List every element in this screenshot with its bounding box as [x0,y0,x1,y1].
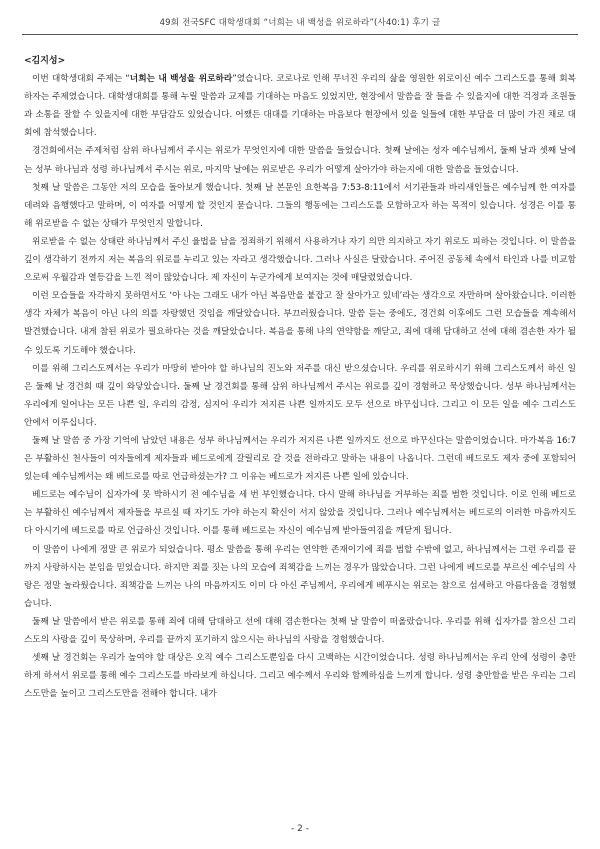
header-divider [22,34,578,35]
theme-title: 너희는 내 백성을 위로하라 [129,74,233,85]
author-name: <김지성> [24,56,66,66]
paragraph: 베드로는 예수님이 십자가에 못 박하시기 전 예수님을 세 번 부인했습니다. 다시 말해 하나님을 거부하는 죄를 범한 것입니다. 이로 인해 베드로는 부활하신 예수님께서 제자들을 부르실 때 자기도 가야 하는지 확신이 서지 않았을 것입니다. 그러나 예수님께서는 베드로의 이러한 마음까지도 다 아시기에 베드로를 따로 언급하신 것입니다. 이를 통해 베드로는 자신이 예수님께 받아들여짐을 깨닫게 됩니다. [24,490,576,537]
paragraph [24,70,576,142]
page-header [0,16,600,28]
paragraph: 둘째 날 말씀에서 받은 위로를 통해 죄에 대해 담대하고 선에 대해 겸손한다는 첫째 날 말씀이 떠올랐습니다. 우리를 위해 십자가를 참으신 그리스도의 사랑을 깊이 묵상하며, 우리를 끝까지 포기하지 않으시는 하나님의 사랑을 경험했습니다. [24,616,576,645]
paragraph: 셋째 날 경건회는 우리가 높여야 할 대상은 오직 예수 그리스도뿐임을 다시 고백하는 시간이었습니다. 성령 하나님께서는 우리 안에 성령이 충만하게 하셔서 위로를 통해 예수 그리스도를 바라보게 하십니다. 그리고 예수께서 우리와 함께하심을 느끼게 합니다. 성령 충만함을 받은 우리는 그리스도만을 높이고 그리스도만을 전해야 합니다. 내가 [24,653,576,700]
page-header-title: 49회 전국SFC 대학생대회 “너희는 내 백성을 위로하라”(사40:1) 후기 글 [159,18,441,28]
paragraph: 둘째 날 말씀 중 가장 기억에 남았던 내용은 성부 하나님께서는 우리가 저지른 나쁜 일까지도 선으로 바꾸신다는 말씀이었습니다. 마가복음 16:7은 부활하신 천사들이 여자들에게 제자들과 베드로에게 갈릴리로 갈 것을 전하라고 말하는 내용이 나옵니다. 그런데 베드로도 제자 중에 포함되어 있는데 예수님께서는 왜 베드로를 따로 언급하셨는가? 그 이유는 베드로가 저지른 나쁜 일에 있습니다. [24,435,576,483]
paragraph: 첫째 날 말씀은 그동안 저의 모습을 돌아보게 했습니다. 첫째 날 본문인 요한복음 7:53-8:11에서 서기관들과 바리새인들은 예수님께 한 여자를 데려와 음행했다고 말하며, 이 여자를 어떻게 할 것인지 묻습니다. 그들의 행동에는 그리스도를 모함하고자 하는 목적이 있습니다. 성경은 이를 통해 위로받을 수 없는 상태가 무엇인지 말합니다. [24,182,576,229]
paragraph: 이런 모습들을 자각하지 못하면서도 ‘아 나는 그래도 내가 아닌 복음만을 붙잡고 잘 살아가고 있네’라는 생각으로 자만하며 살아왔습니다. 이러한 생각 자체가 복음이 아닌 나의 의를 자랑했던 것임을 깨달았습니다. 부끄러웠습니다. 말씀 듣는 중에도, 경건회 이후에도 그런 모습들을 계속해서 발견했습니다. 내게 참된 위로가 필요하다는 것을 깨달았습니다. 복음을 통해 나의 연약함을 깨닫고, 죄에 대해 담대하고 선에 대해 겸손한 자가 될 수 있도록 기도해야 했습니다. [24,291,576,356]
paragraph-text: ”였습니다. 코로나로 인해 무너진 우리의 삶을 영원한 위로이신 예수 그리스도를 통해 회복하자는 주제였습니다. 대학생대회를 통해 누릴 말씀과 교제를 기대하는 마음도 있었지만, 현장에서 말씀을 잘 들을 수 있을지에 대한 걱정과 조원들과 소통을 잘할 수 있을지에 대한 부담감도 있었습니다. 어쨌든 대대를 기대하는 마음보다 현장에서 있을 일들에 대한 부담을 더 많이 가진 채로 대회에 참석했습니다. [24,74,576,139]
paragraph: 경건회에서는 주제처럼 삼위 하나님께서 주시는 위로가 무엇인지에 대한 말씀을 들었습니다. 첫째 날에는 성자 예수님께서, 둘째 날과 셋째 날에는 성부 하나님과 성령 하나님께서 주시는 위로, 마지막 날에는 위로받은 우리가 어떻게 살아가야 하는지에 대한 말씀을 들었습니다. [24,146,576,175]
paragraph-text: 이번 대학생대회 주제는 “ [32,74,130,85]
paragraph: 이 말씀이 나에게 정말 큰 위로가 되었습니다. 평소 말씀을 통해 우리는 연약한 존재이기에 죄를 범할 수밖에 없고, 하나님께서는 그런 우리를 끝까지 사랑하시는 분임을 믿었습니다. 하지만 죄를 짓는 나의 모습에 죄책감을 느끼는 경우가 많았습니다. 그런 나에게 베드로를 부르신 예수님의 사랑은 정말 놀라웠습니다. 죄책감을 느끼는 나의 마음까지도 이미 다 아신 주님께서, 우리에게 베푸시는 위로는 참으로 섬세하고 아름다움을 경험했습니다. [24,544,576,609]
page-number: - 2 - [291,824,309,834]
paragraph: 이를 위해 그리스도께서는 우리가 마땅히 받아야 할 하나님의 진노와 저주를 대신 받으셨습니다. 우리를 위로하시기 위해 그리스도께서 하신 일은 둘째 날 경건회 때 깊이 와닿았습니다. 둘째 날 경건회를 통해 삼위 하나님께서 주시는 위로를 깊이 경험하고 묵상했습니다. 성부 하나님께서는 우리에게 일어나는 모든 나쁜 일, 우리의 감정, 심지어 우리가 저지른 나쁜 일까지도 모두 선으로 바꾸십니다. 그리고 이 모든 일을 예수 그리스도 안에서 이루십니다. [24,363,576,428]
article-body [24,52,576,703]
paragraph: 위로받을 수 없는 상태란 하나님께서 주신 율법을 남을 정죄하기 위해서 사용하거나 자기 의만 의지하고 자기 위로도 피하는 것입니다. 이 말씀을 깊이 생각하기 전까지 저는 복음의 위로를 누리고 있는 자라고 생각했습니다. 그러나 사실은 달랐습니다. 주어진 공동체 속에서 타인과 나를 비교함으로써 우월감과 열등감을 느낀 적이 많았습니다. 제 자신이 누군가에게 보여지는 것에 매달렸었습니다. [24,236,576,284]
